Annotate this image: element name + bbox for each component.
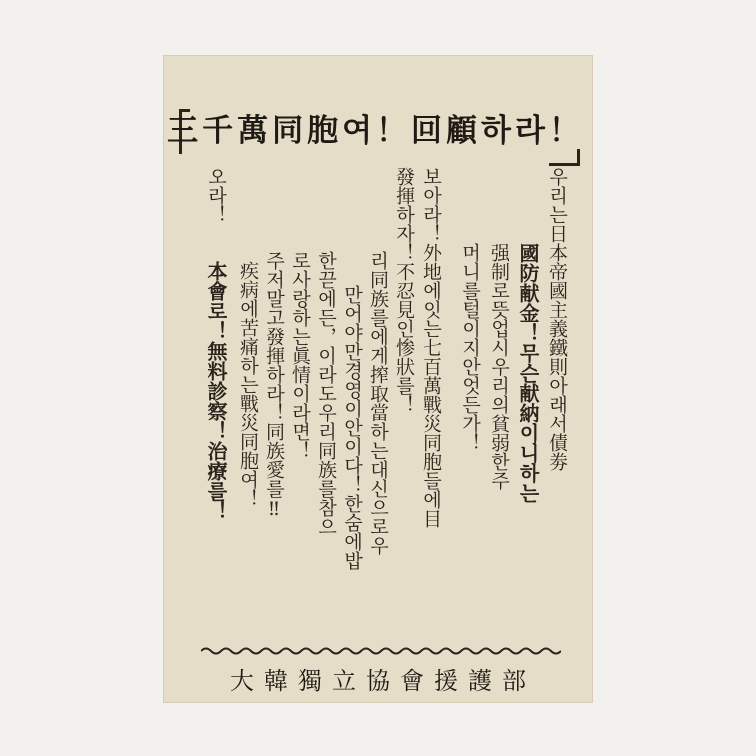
leaflet-paper [163,55,593,703]
text-column: 發揮하자！不忍見인惨狀를！ [393,167,415,414]
text-column: 오라！ [205,167,227,224]
text-column: 한끋에든，이라도우리同族를참으 [315,251,337,536]
text-column: 주저말고發揮하라！同族愛를‼ [263,251,285,520]
text-column: 疾病에苦痛하는戰災同胞여！ [237,261,259,508]
organization-name: 大韓獨立協會援護部 [230,666,536,695]
text-column: 强制로뜻업시우리의貧弱한주 [488,243,510,490]
text-column: 本會로！無料診察！治療를！ [204,261,228,521]
text-column: 우리는日本帝國主義鐵則아래서債劵 [546,167,568,471]
text-column: 로사랑하는眞情이라면！ [289,251,311,460]
text-column: 리同族를에게搾取當하는대신으로우 [367,251,389,555]
wavy-divider [201,645,561,657]
text-column: 보아라！外地에잇는七百萬戰災同胞들에目 [420,167,442,528]
title-bracket-right [549,149,580,166]
text-column: 만어야만경영이안이다！한숨에밥 [341,285,363,570]
text-column: 머니를털이지안엇든가！ [459,243,481,452]
text-column: 國防献金！무슨献納이니하는 [516,243,540,503]
leaflet-title: 三千萬同胞여！回顧하라！ [167,112,584,149]
